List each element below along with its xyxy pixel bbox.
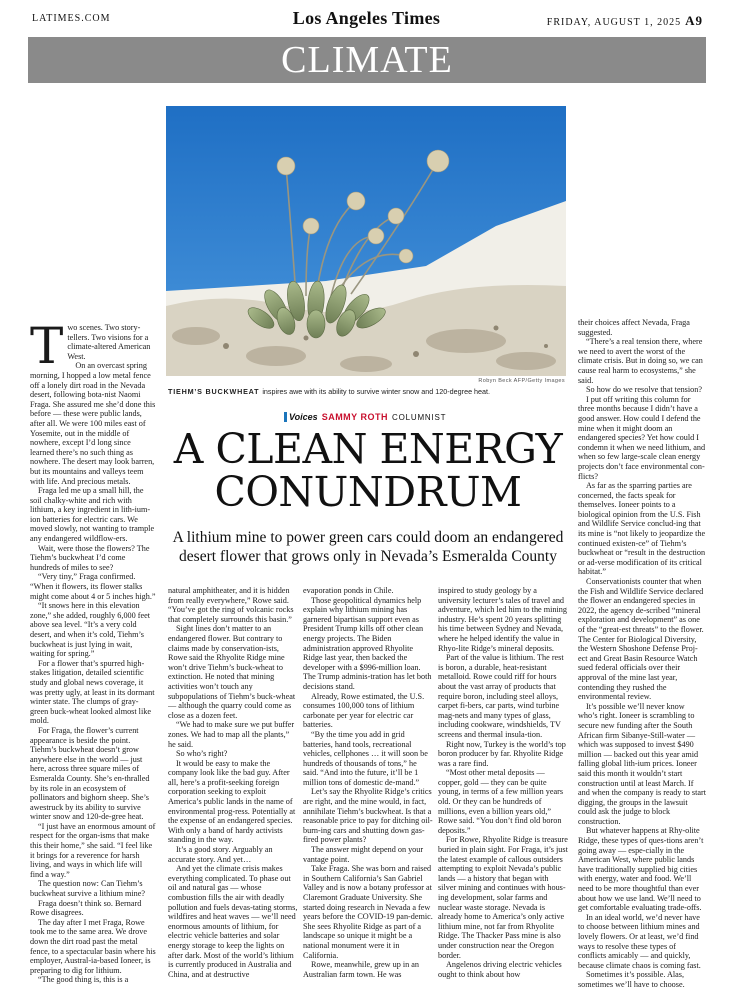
paragraph: evaporation ponds in Chile. [303, 586, 394, 595]
paragraph: Already, Rowe estimated, the U.S. consumes 100,000 tons of lithium carbonate per year for electric car batteries. [303, 691, 425, 730]
paragraph: I put off writing this column for three months because I didn’t have a good answer. How could I defend the mine when it might doom an endangered species? Yet how could I condemn it when we need lithium, and when so few large-scale clean energy projects don’t face environmental con-flicts? [578, 394, 706, 481]
paragraph: So how do we resolve that tension? [586, 385, 702, 395]
article-column-5 [578, 318, 706, 998]
paragraph: In an ideal world, we’d never have to choose between lithium mines and lovely flowers. Or at least, we’d find ways to resolve these types of conflicts amicably — and quickly, because climate chaos is coming fast. [578, 912, 701, 970]
paragraph: It’s possible we’ll never know who’s right. Ioneer is scrambling to secure new funding after the South African firm Sibanye-Still-water — which was supposed to invest $490 million — backed out this year amid falling global lith-ium prices. Ioneer said this month it wouldn’t start construction until at least March. If and when the company is ready to start digging, the groups in the lawsuit could ask the judge to block construction. [578, 701, 706, 826]
paragraph: For Rowe, Rhyolite Ridge is treasure buried in plain sight. For Fraga, it’s just the latest example of callous outsiders attempting to exploit Nevada’s public lands — a history that began with silver mining and continues with hous-ing development, solar farms and nuclear waste storage. Nevada is already home to America’s only active lithium mine, not far from Rhyolite Ridge. The Thacker Pass mine is also under construction near the Oregon border. [438, 835, 568, 960]
article-column-3 [303, 586, 433, 998]
paragraph: wo scenes. Two story-tellers. Two visions for a climate-altered American West. [67, 323, 151, 361]
byline [284, 412, 446, 422]
article-column-1 [30, 323, 156, 998]
paragraph: Sometimes it’s possible. Alas, sometimes we’ll have to choose. [578, 970, 685, 989]
photo-caption [168, 387, 588, 396]
voices-label: Voices [284, 412, 318, 422]
paragraph: So who’s right? [176, 749, 228, 759]
paragraph: Right now, Turkey is the world’s top boron producer by far. Rhyolite Ridge was a rare find. [438, 739, 566, 768]
paragraph: Part of the value is lithium. The rest is boron, a durable, heat-resistant metalloid. Rowe could riff for hours about the vast array of products that require boron, including steel alloys, carpet fi-bers, car parts, wind turbine mag-nets and many types of glass, including cookware, windshields, TV screens and thermal insula-tion. [438, 653, 564, 739]
headline: A CLEAN ENERGY CONUNDRUM [173, 425, 563, 516]
paragraph: On an overcast spring morning, I hopped a low metal fence off a lonely dirt road in the Nevada desert, following bota-nist Naomi Fraga. She assured me she’d done this before — these were public lands, after all. We were 100 miles east of Yosemite, out in the middle of nowhere, except I’d long since learned there’s no such thing as nowhere. The desert may look barren, but its mountains and valleys teem with life. And precious metals. [30, 361, 156, 486]
paragraph: inspired to study geology by a university lecturer’s tales of travel and adventure, which led him to the mining industry. He’s spent 20 years splitting his time between Sydney and Nevada, where he helped identify the value in Rhyo-lite Ridge’s mineral deposits. [438, 586, 567, 653]
paragraph: “It snows here in this elevation zone,” she added, roughly 6,000 feet above sea level. “It’s a very cold desert, and when it’s cold, Tiehm’s buckwheat is just lying in wait, waiting for spring.” [30, 601, 151, 659]
article-column-2 [168, 586, 298, 998]
photo-credit: Robyn Beck AFP/Getty Images [478, 378, 565, 384]
paragraph: Conservationists counter that when the Fish and Wildlife Service declared the flower an endangered species in 2022, the agency de-scribed “mineral exploration and development” as one of the “great-est threats” to the flower. The Center for Biological Diversity, the Western Shoshone Defense Proj-ect and Great Basin Resource Watch sued federal officials over their approval of the mine last year, contending they rushed the environmental review. [578, 577, 704, 702]
paragraph: The day after I met Fraga, Rowe took me to the same area. We drove down the dirt road past the metal fence, to a spectacular basin where his employer, Austral-ia-based Ioneer, is preparing to dig for lithium. [30, 917, 156, 975]
site-url: LATIMES.COM [32, 13, 111, 24]
caption-text: inspires awe with its ability to survive winter snow and 120-degree heat. [262, 387, 491, 396]
paragraph: The question now: Can Tiehm’s buckwheat survive a lithium mine? [30, 879, 146, 899]
paragraph: Fraga doesn’t think so. Bernard Rowe disagrees. [30, 898, 142, 918]
paragraph: Those geopolitical dynamics help explain why lithium mining has garnered bipartisan support even as President Trump kills off other clean energy projects. The Biden administration approved Rhyolite Ridge last year, then backed the developer with a $996-million loan. The Trump adminis-tration has let both decisions stand. [303, 595, 432, 691]
paragraph: For a flower that’s spurred high-stakes litigation, detailed scientific study and global news coverage, it was pretty ugly, at least in its dormant winter state. The clumps of gray-green buck-wheat looked almost like mold. [30, 658, 155, 726]
paragraph: And yet the climate crisis makes everything complicated. To phase out oil and natural gas — whose combustion fills the air with deadly pollution and fuels devas-tating storms, wildfires and heat waves — we’ll need enormous amounts of lithium, for electric vehicle batteries and solar energy storage to keep the lights on after dark. Most of the world’s lithium is currently produced in Australia and China, and at destructive [168, 864, 298, 979]
paragraph: Take Fraga. She was born and raised in Southern California’s San Gabriel Valley and is now a botany professor at Claremont Graduate University. She started doing research in Nevada a few years before the COVID-19 pan-demic. She sees Rhyolite Ridge as part of a landscape so unique it might be a national monument were it in California. [303, 864, 433, 960]
date-and-page [547, 13, 703, 29]
paragraph: “We had to make sure we put buffer zones. We had to map all the plants,” he said. [168, 720, 295, 749]
paragraph: “There’s a real tension there, where we need to avert the worst of the climate crisis. But in doing so, we can cause real harm to ecosystems,” she said. [578, 337, 703, 385]
author-role: COLUMNIST [392, 413, 447, 422]
article-column-4 [438, 586, 568, 998]
paragraph: “The good thing is, this is a [38, 975, 129, 985]
paragraph: The answer might depend on your vantage point. [303, 845, 424, 864]
paragraph: Let’s say the Rhyolite Ridge’s critics are right, and the mine would, in fact, annihilate Tiehm’s buckwheat. Is that a reasonable price to pay for ditching oil-burn-ing cars and shutting down gas-fired power plants? [303, 787, 433, 845]
caption-head: TIEHM’S BUCKWHEAT [168, 387, 260, 396]
paragraph: their choices affect Nevada, Fraga suggested. [578, 318, 690, 337]
paragraph: It would be easy to make the company look like the bad guy. After all, here’s a profit-seeking foreign corporation seeking to exploit America’s public lands in the name of environmental prog-ress. Potentially at the expense of an endangered species. With only a band of hardy activists standing in the way. [168, 758, 296, 845]
paragraph: “Most other metal deposits — copper, gold — they can be quite young, in terms of a few million years old. Or they can be hundreds of millions, even a billion years old,” Rowe said. “You don’t find old boron deposits.” [438, 768, 564, 835]
paragraph: Sight lines don’t matter to an endangered flower. But contrary to claims made by conservation-ists, Rowe said the Rhyolite Ridge mine won’t drive Tiehm’s buck-wheat to extinction. He noted that mining activities won’t touch any subpopulations of Tiehm’s buck-wheat — although the quarry could come as close as a dozen feet. [168, 624, 296, 720]
page-number: A9 [685, 13, 703, 28]
newspaper-name: Los Angeles Times [292, 8, 441, 28]
paragraph: natural amphitheater, and it is hidden from really everywhere,” Rowe said. “You’ve got the ring of volcanic rocks that completely surrounds this basin.” [168, 586, 294, 624]
paragraph: Wait, were those the flowers? The Tiehm’s buckwheat I’d come hundreds of miles to see? [30, 543, 150, 572]
paragraph: It’s a good story. Arguably an accurate story. And yet… [168, 845, 273, 864]
paragraph: “Very tiny,” Fraga confirmed. “When it flowers, its flower stalks might come about 4 or 5 inches high.” [30, 572, 156, 601]
paragraph: For Fraga, the flower’s current appearance is beside the point. Tiehm’s buckwheat doesn’t grow anywhere else in the world — just here, across three square miles of Esmeralda County. She’s en-thralled by its role in an ecosystem of pollinators and bighorn sheep. She’s awestruck by its ability to survive winter snow and 120-de-gree heat. [30, 725, 150, 822]
buckwheat-photo [166, 106, 566, 376]
paragraph: But whatever happens at Rhy-olite Ridge, these types of ques-tions aren’t going away — espe-cially in the American West, where public lands have traditionally supplied big cities with energy, water and food. We’ll need to be more thoughtful than ever about how we use land. We’ll need to get comfortable evaluating trade-offs. [578, 826, 704, 913]
paragraph: As far as the sparring parties are concerned, the facts speak for themselves. Ioneer points to a biological opinion from the U.S. Fish and Wildlife Service conclud-ing that its mine is “not likely to jeopardize the continued existen-ce” of Tiehm’s buckwheat or “result in the destruction or ad-verse modification of its critical habitat.” [578, 481, 706, 577]
paragraph: Rowe, meanwhile, grew up in an Australian farm town. He was [303, 960, 420, 979]
paragraph: “By the time you add in grid batteries, hand tools, recreational vehicles, cellphones … it will soon be hundreds of thousands of tons,” he said. “And into the future, it’ll be 1 million tons of domestic de-mand.” [303, 729, 428, 787]
drop-cap: T [30, 323, 64, 375]
paragraph: Fraga led me up a small hill, the soil chalky-white and rich with lithium, a key ingredient in lith-ium-ion batteries for electric cars. We moved slowly, not wanting to trample any endangered wildflow-ers. [30, 486, 155, 544]
section-banner: CLIMATE [28, 37, 706, 83]
paragraph: Angelenos driving electric vehicles ought to think about how [438, 960, 562, 979]
buckwheat-illustration [166, 106, 566, 376]
author-name: SAMMY ROTH [321, 412, 389, 422]
paragraph: “I just have an enormous amount of respect for the organ-isms that make this their home,” she said. “I feel like it brings for a reverence for harsh living, and ways in which life will find a way.” [30, 821, 156, 879]
deck: A lithium mine to power green cars could doom an endangered desert flower that grows only in Nevada’s Esmeralda County [172, 529, 564, 565]
issue-date: FRIDAY, AUGUST 1, 2025 [546, 17, 682, 28]
